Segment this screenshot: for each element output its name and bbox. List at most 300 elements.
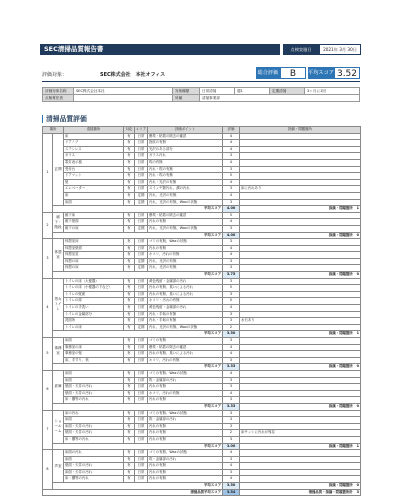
score-cell: 3 (223, 291, 240, 298)
issue-cell (240, 456, 361, 463)
area-cell: 日常 (135, 423, 148, 430)
cleaning-spot: トイレの床（大便器） (64, 278, 124, 285)
area-cell: 日常 (135, 179, 148, 186)
evaluation-point: 埃・金属部の汚れ (148, 417, 223, 424)
score-cell: 3 (223, 225, 240, 232)
subtotal-label: 平均スコア (53, 443, 223, 450)
table-row (43, 370, 361, 377)
evaluation-point: 汚れの有無 (148, 423, 223, 430)
issue-cell (240, 252, 361, 259)
applicable-cell: 有 (124, 397, 135, 404)
applicable-cell: 有 (124, 252, 135, 259)
issue-count: 0 (356, 483, 359, 488)
cleaning-spot: 床面 (64, 377, 124, 384)
section-name: 玄関 (53, 133, 64, 206)
score-cell: 3 (223, 377, 240, 384)
applicable-cell: 有 (124, 219, 135, 226)
issue-cell (240, 285, 361, 292)
cleaning-spot: 洗面所 (64, 318, 124, 325)
info-table (42, 87, 360, 102)
section-number: 2 (43, 212, 53, 238)
table-row (43, 344, 361, 351)
section-subtotal-row (43, 232, 361, 239)
area-cell: 定期 (135, 192, 148, 199)
applicable-cell: 有 (124, 159, 135, 166)
table-row (43, 384, 361, 391)
area-cell: 日常 (135, 476, 148, 483)
applicable-cell: 有 (124, 311, 135, 318)
applicable-cell: 有 (124, 212, 135, 219)
score-cell: 3 (223, 278, 240, 285)
area-cell: 日常 (135, 252, 148, 259)
cleaning-spot: 廊下の床 (64, 225, 124, 232)
score-cell: 4 (223, 370, 240, 377)
issue-cell: 水石あり (240, 318, 361, 325)
subtotal-score: 4.00 (223, 232, 240, 239)
cleaning-spot: 床 (64, 133, 124, 140)
issue-count: 1 (356, 443, 359, 448)
header-cell: 場所 (43, 127, 64, 134)
issue-cell (240, 298, 361, 305)
issue-count: 0 (356, 403, 359, 408)
applicable-cell: 有 (124, 390, 135, 397)
area-cell: 日常 (135, 377, 148, 384)
score-cell: 5 (223, 298, 240, 305)
table-row (43, 390, 361, 397)
applicable-cell: 有 (124, 298, 135, 305)
subtotal-label: 平均スコア (53, 272, 223, 279)
cleaning-spot: 床・棚等の汚れ (64, 397, 124, 404)
applicable-cell: 有 (124, 258, 135, 265)
score-cell: 3 (223, 417, 240, 424)
issue-count-label-text: 指摘・問題箇所 (328, 232, 353, 237)
evaluation-point: ゴミの有無 (148, 338, 223, 345)
evaluation-point: ガラス汚れ (148, 153, 223, 160)
issue-count-label-text: 指摘・問題箇所 (328, 403, 353, 408)
evaluation-point: 汚れ、光沢の有無 (148, 265, 223, 272)
table-row (43, 258, 361, 265)
table-row (43, 140, 361, 147)
area-cell: 日常 (135, 159, 148, 166)
issue-cell (240, 192, 361, 199)
table-row (43, 423, 361, 430)
info-cell: 清掃事業部 (200, 95, 360, 102)
evaluation-point: 汚れの有無 (148, 219, 223, 226)
area-cell: 日常 (135, 410, 148, 417)
subtotal-score: 3.33 (223, 403, 240, 410)
table-row (43, 285, 361, 292)
score-cell: 4 (223, 146, 240, 153)
applicable-cell: 有 (124, 140, 135, 147)
header-cell: 評価 (223, 127, 240, 134)
issue-count: 1 (356, 206, 359, 211)
info-cell (74, 95, 173, 102)
applicable-cell: 有 (124, 338, 135, 345)
cleaning-spot: 床面の汚れ (64, 450, 124, 457)
average-score-value: 3.52 (334, 67, 360, 79)
issue-cell (240, 173, 361, 180)
table-row (43, 239, 361, 246)
applicable-cell: 有 (124, 265, 135, 272)
issue-cell (240, 305, 361, 312)
subtotal-label: 平均スコア (53, 364, 223, 371)
score-cell: 4 (223, 252, 240, 259)
applicable-cell: 有 (124, 344, 135, 351)
cleaning-spot: トイレの壁面 (64, 291, 124, 298)
header-cell: 評価ポイント (148, 127, 223, 134)
issue-count-label (240, 403, 361, 410)
table-row (43, 252, 361, 259)
issue-cell (240, 146, 361, 153)
evaluation-point: 汚れの有無 (148, 397, 223, 404)
table-row (43, 417, 361, 424)
table-row (43, 476, 361, 483)
score-cell: 5 (223, 285, 240, 292)
table-row (43, 436, 361, 443)
evaluation-point: 塵埃・粘着の除去の確認 (148, 212, 223, 219)
applicable-cell: 有 (124, 370, 135, 377)
score-cell: 3 (223, 469, 240, 476)
score-cell: 4 (223, 219, 240, 226)
score-cell: 3 (223, 265, 240, 272)
header-cell: 指摘・問題箇所 (240, 127, 361, 134)
evaluation-point: 黄色残留・金属部の汚れ (148, 278, 223, 285)
inspection-date-label: 点検実施日 (283, 44, 319, 55)
section-number: 8 (43, 450, 53, 490)
issue-count: 0 (356, 364, 359, 369)
section-name: 倉庫 (53, 370, 64, 403)
score-cell: 4 (223, 133, 240, 140)
issue-count-label (240, 272, 361, 279)
section-name: 休憩室 (53, 239, 64, 272)
issue-count: 0 (356, 272, 359, 277)
issue-count-label (240, 206, 361, 213)
cleaning-spot: 床の汚れ (64, 410, 124, 417)
applicable-cell: 有 (124, 377, 135, 384)
score-cell: 4 (223, 351, 240, 358)
score-cell: 4 (223, 463, 240, 470)
evaluation-point: ゴミの有無、Waxの状態 (148, 370, 223, 377)
table-row (43, 311, 361, 318)
table-row (43, 225, 361, 232)
table-header-row (43, 127, 361, 134)
subtotal-score: 3.50 (223, 331, 240, 338)
area-cell: 日常 (135, 146, 148, 153)
applicable-cell: 有 (124, 192, 135, 199)
issue-count-label (240, 364, 361, 371)
subtotal-label: 平均スコア (53, 403, 223, 410)
cleaning-spot: ステンレス (64, 146, 124, 153)
area-cell: 日常 (135, 390, 148, 397)
area-cell: 日常 (135, 245, 148, 252)
issue-cell (240, 199, 361, 206)
score-cell: 3 (223, 258, 240, 265)
issue-count-label-text: 指摘・問題箇所 (328, 364, 353, 369)
applicable-cell: 有 (124, 410, 135, 417)
applicable-cell: 有 (124, 351, 135, 358)
area-cell: 日常 (135, 186, 148, 193)
cleaning-spot: 事務室の床 (64, 344, 124, 351)
score-cell: 3 (223, 384, 240, 391)
issue-count-label (240, 443, 361, 450)
score-cell: 5 (223, 173, 240, 180)
applicable-cell: 有 (124, 133, 135, 140)
evaluation-point: 塵埃・粘着の除去の確認 (148, 133, 223, 140)
evaluation-point: 汚れ・埃の有無 (148, 166, 223, 173)
evaluation-point: スイッチ類汚れ、溝の汚れ (148, 186, 223, 193)
area-cell: 日常 (135, 417, 148, 424)
table-row (43, 186, 361, 193)
applicable-cell: 有 (124, 291, 135, 298)
evaluation-point: 汚れ・埃の有無 (148, 173, 223, 180)
applicable-cell: 有 (124, 186, 135, 193)
table-row (43, 146, 361, 153)
area-cell: 日常 (135, 344, 148, 351)
area-cell: 日常 (135, 305, 148, 312)
score-cell: 4 (223, 140, 240, 147)
info-cell: 3ヶ月に1回 (305, 88, 360, 95)
area-cell: 日常 (135, 463, 148, 470)
subtotal-score: 3.00 (223, 443, 240, 450)
issue-cell (240, 179, 361, 186)
issue-cell (240, 265, 361, 272)
info-cell: 定期清掃 (270, 88, 305, 95)
evaluation-point: 黄色残留・金属部の汚れ (148, 305, 223, 312)
table-row (43, 291, 361, 298)
evaluation-point: ゴミの有無、Waxの状態 (148, 239, 223, 246)
issue-cell (240, 469, 361, 476)
divider (42, 81, 360, 82)
score-cell: 3 (223, 410, 240, 417)
total-issue-label: 清掃品質・指摘・問題箇所計 (308, 489, 353, 494)
applicable-cell: 有 (124, 199, 135, 206)
evaluation-point: 汚れの有無 (148, 245, 223, 252)
total-issue-cell (240, 489, 361, 496)
score-cell: 4 (223, 344, 240, 351)
evaluation-point: 汚れの有無 (148, 476, 223, 483)
issue-count-label-text: 指摘・問題箇所 (328, 206, 353, 211)
issue-cell (240, 166, 361, 173)
score-cell: 3 (223, 186, 240, 193)
score-cell: 3 (223, 166, 240, 173)
table-row (43, 159, 361, 166)
table-row (43, 410, 361, 417)
total-score-label: 清掃品質平均スコア (43, 489, 223, 496)
info-cell: 週1 (235, 88, 270, 95)
issue-cell (240, 344, 361, 351)
score-cell: 3 (223, 456, 240, 463)
issue-cell (240, 245, 361, 252)
cleaning-spot: 電灯表示板 (64, 159, 124, 166)
cleaning-spot: 床面 (64, 199, 124, 206)
applicable-cell: 有 (124, 146, 135, 153)
cleaning-spot: 事務室の壁 (64, 351, 124, 358)
subtotal-label: 平均スコア (53, 232, 223, 239)
issue-cell (240, 278, 361, 285)
cleaning-spot: 壁面・天井の汚れ (64, 390, 124, 397)
applicable-cell: 有 (124, 450, 135, 457)
cleaning-spot: 休憩室壁面 (64, 245, 124, 252)
score-cell: 3 (223, 357, 240, 364)
table-row (43, 173, 361, 180)
score-cell: 4 (223, 159, 240, 166)
header-cell: 清掃箇所 (64, 127, 124, 134)
evaluation-point: ゴミの有無、Waxの状態 (148, 410, 223, 417)
section-subtotal-row (43, 272, 361, 279)
subtotal-score: 4.00 (223, 206, 240, 213)
table-row (43, 199, 361, 206)
section-name: ショールーム (53, 410, 64, 443)
applicable-cell: 有 (124, 225, 135, 232)
table-row (43, 377, 361, 384)
header-cell: 対応 (124, 127, 135, 134)
overall-rating-value: B (280, 67, 306, 79)
score-cell: 3 (223, 311, 240, 318)
applicable-cell: 有 (124, 179, 135, 186)
applicable-cell: 有 (124, 173, 135, 180)
issue-count-label (240, 331, 361, 338)
score-cell: 5 (223, 212, 240, 219)
issue-cell (240, 225, 361, 232)
overall-rating-label: 総合評価 (256, 67, 280, 79)
table-row (43, 133, 361, 140)
section-subtotal-row (43, 443, 361, 450)
cleaning-spot: 休憩の床 (64, 265, 124, 272)
issue-cell (240, 390, 361, 397)
section-subtotal-row (43, 403, 361, 410)
applicable-cell: 有 (124, 469, 135, 476)
section-number: 6 (43, 370, 53, 410)
section-name: 事務室 (53, 338, 64, 364)
evaluation-point: 汚れの有無 (148, 384, 223, 391)
section-number: 1 (43, 133, 53, 212)
cleaning-spot: 床面 (64, 370, 124, 377)
table-row (43, 219, 361, 226)
section-name: 声室 (53, 450, 64, 483)
cleaning-spot: ドアノブ (64, 140, 124, 147)
cleaning-spot: 廊下床 (64, 212, 124, 219)
score-cell: 3 (223, 436, 240, 443)
area-cell: 日常 (135, 311, 148, 318)
issue-cell (240, 140, 361, 147)
issue-cell (240, 476, 361, 483)
applicable-cell: 有 (124, 239, 135, 246)
info-cell: 対象種類 (173, 88, 200, 95)
table-row (43, 357, 361, 364)
cleaning-spot: 受付台 (64, 166, 124, 173)
table-row (43, 305, 361, 312)
subtotal-label: 平均スコア (53, 483, 223, 490)
applicable-cell: 有 (124, 245, 135, 252)
area-cell: 日常 (135, 153, 148, 160)
table-row (43, 338, 361, 345)
issue-count-label-text: 指摘・問題箇所 (328, 331, 353, 336)
table-row (43, 456, 361, 463)
area-cell: 日常 (135, 219, 148, 226)
table-row (43, 450, 361, 457)
issue-cell (240, 212, 361, 219)
cleaning-spot: 休憩の床 (64, 258, 124, 265)
area-cell: 日常 (135, 450, 148, 457)
issue-cell (240, 436, 361, 443)
grand-total-row (43, 489, 361, 496)
info-cell: SEC株式会社本社 (74, 88, 173, 95)
total-score-value: 3.54 (223, 489, 240, 496)
issue-cell: 床サッシに汚れが残存 (240, 430, 361, 437)
cleaning-spot: トイレの床（小便器の下など） (64, 285, 124, 292)
table-row (43, 318, 361, 325)
subtotal-label: 平均スコア (53, 331, 223, 338)
area-cell: 日常 (135, 298, 148, 305)
evaluation-point: 埃・金属部の汚れ (148, 377, 223, 384)
evaluation-point: 光沢のある部分 (148, 146, 223, 153)
score-cell: 3 (223, 199, 240, 206)
issue-cell (240, 153, 361, 160)
cleaning-spot: 廊下壁面 (64, 219, 124, 226)
evaluation-point: 汚れの有無 (148, 430, 223, 437)
issue-count: 0 (356, 232, 359, 237)
issue-cell (240, 384, 361, 391)
applicable-cell: 有 (124, 285, 135, 292)
section-subtotal-row (43, 331, 361, 338)
area-cell: 日常 (135, 357, 148, 364)
applicable-cell: 有 (124, 166, 135, 173)
applicable-cell: 有 (124, 384, 135, 391)
evaluation-point: 汚れ、光沢の有無、Waxの状態 (148, 324, 223, 331)
evaluation-point: 汚れの有無、臭いによる汚れ (148, 291, 223, 298)
area-cell: 日常 (135, 166, 148, 173)
issue-cell (240, 258, 361, 265)
applicable-cell: 有 (124, 305, 135, 312)
cleaning-spot: 床面 (64, 456, 124, 463)
score-cell: 4 (223, 450, 240, 457)
applicable-cell: 有 (124, 318, 135, 325)
issue-cell (240, 423, 361, 430)
issue-cell (240, 338, 361, 345)
issue-count-label-text: 指摘・問題箇所 (328, 443, 353, 448)
table-row (43, 278, 361, 285)
score-cell: 3 (223, 239, 240, 246)
applicable-cell: 有 (124, 463, 135, 470)
cleaning-spot: トイレの金属部分 (64, 311, 124, 318)
evaluation-point: ゴミの有無、Waxの状態 (148, 450, 223, 457)
average-score-label: 平均スコア (308, 67, 334, 79)
table-row (43, 397, 361, 404)
evaluation-point: 汚れ、光沢の有無、Waxの状態 (148, 225, 223, 232)
table-row (43, 265, 361, 272)
score-cell: 2 (223, 324, 240, 331)
area-cell: 日常 (135, 430, 148, 437)
score-cell: 2 (223, 430, 240, 437)
issue-cell (240, 133, 361, 140)
cleaning-spot: 壁 (64, 179, 124, 186)
section-number: 7 (43, 410, 53, 450)
cleaning-spot: 床面・天井の汚れ (64, 469, 124, 476)
evaluation-point: 汚れ・手垢の有無 (148, 318, 223, 325)
area-cell: 日常 (135, 436, 148, 443)
evaluation-point: ホコリ、汚れの有無 (148, 252, 223, 259)
info-cell: 点検責任者 (43, 95, 74, 102)
applicable-cell: 有 (124, 324, 135, 331)
evaluation-point: 汚れ・光沢の有無 (148, 179, 223, 186)
table-row (43, 192, 361, 199)
area-cell: 日常 (135, 456, 148, 463)
area-cell: 定期 (135, 324, 148, 331)
evaluation-point: 汚れ・手垢の有無 (148, 311, 223, 318)
issue-count: 1 (356, 331, 359, 336)
area-cell: 日常 (135, 397, 148, 404)
total-issue-count: 3 (356, 489, 359, 494)
